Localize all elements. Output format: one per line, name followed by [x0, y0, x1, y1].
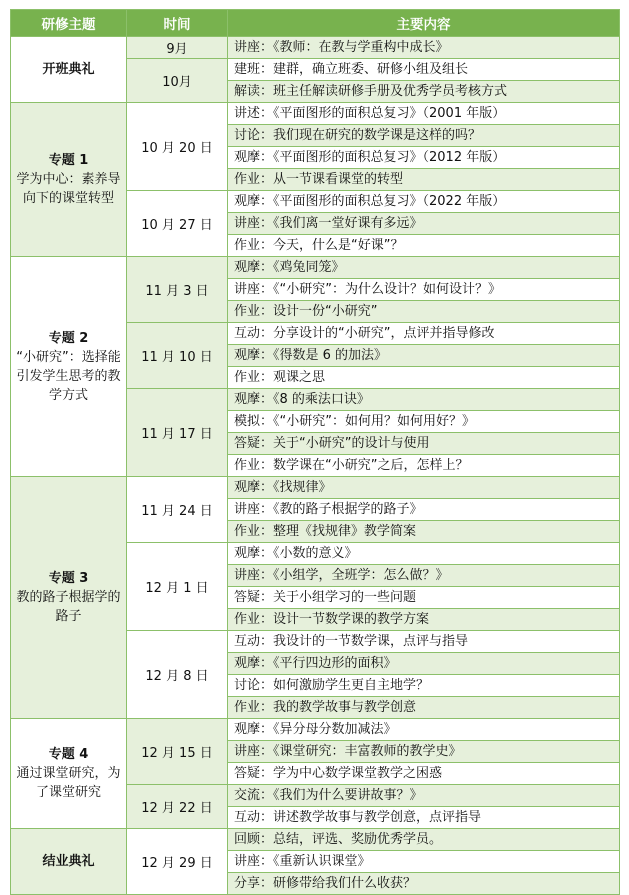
- content-item: 观摩：《得数是 6 的加法》: [228, 345, 620, 367]
- content-item: 建班：建群，确立班委、研修小组及组长: [228, 59, 620, 81]
- content-item: 作业：从一节课看课堂的转型: [228, 169, 620, 191]
- topic-cell: [11, 719, 127, 829]
- table-row: [11, 477, 620, 499]
- content-item: 讲座：《教的路子根据学的路子》: [228, 499, 620, 521]
- content-item: 讲座：《课堂研究：丰富教师的教学史》: [228, 741, 620, 763]
- table-row: [11, 719, 620, 741]
- session-time: 11 月 17 日: [127, 389, 228, 477]
- topic-title: 专题 3: [48, 571, 89, 586]
- content-item: 作业：今天，什么是“好课”？: [228, 235, 620, 257]
- topic-cell: [11, 257, 127, 477]
- content-item: 讲座：《重新认识课堂》: [228, 851, 620, 873]
- content-item: 讨论：我们现在研究的数学课是这样的吗？: [228, 125, 620, 147]
- table-row: [11, 829, 620, 851]
- session-time: 12 月 15 日: [127, 719, 228, 785]
- content-item: 观摩：《平面图形的面积总复习》（2012 年版）: [228, 147, 620, 169]
- content-item: 观摩：《平行四边形的面积》: [228, 653, 620, 675]
- topic-title: 开班典礼: [42, 62, 95, 77]
- session-time: 10 月 20 日: [127, 103, 228, 191]
- content-item: 作业：数学课在“小研究”之后，怎样上？: [228, 455, 620, 477]
- topic-title: 专题 1: [48, 153, 89, 168]
- topic-subtitle: 教的路子根据学的路子: [16, 590, 121, 624]
- header-content: 主要内容: [228, 10, 620, 37]
- topic-subtitle: 学为中心：素养导向下的课堂转型: [16, 172, 121, 206]
- content-item: 观摩：《异分母分数加减法》: [228, 719, 620, 741]
- content-item: 答疑：学为中心数学课堂教学之困惑: [228, 763, 620, 785]
- content-item: 观摩：《平面图形的面积总复习》（2022 年版）: [228, 191, 620, 213]
- session-time: 12 月 1 日: [127, 543, 228, 631]
- content-item: 解读：班主任解读研修手册及优秀学员考核方式: [228, 81, 620, 103]
- schedule-body: [11, 37, 620, 895]
- topic-cell: [11, 37, 127, 103]
- topic-cell: [11, 829, 127, 895]
- content-item: 互动：讲述教学故事与教学创意，点评指导: [228, 807, 620, 829]
- content-item: 作业：设计一节数学课的教学方案: [228, 609, 620, 631]
- content-item: 观摩：《8 的乘法口诀》: [228, 389, 620, 411]
- content-item: 作业：整理《找规律》教学简案: [228, 521, 620, 543]
- content-item: 观摩：《小数的意义》: [228, 543, 620, 565]
- content-item: 讲座：《“小研究”：为什么设计？如何设计？》: [228, 279, 620, 301]
- content-item: 观摩：《找规律》: [228, 477, 620, 499]
- content-item: 交流：《我们为什么要讲故事？》: [228, 785, 620, 807]
- header-row: [11, 10, 620, 37]
- session-time: 12 月 22 日: [127, 785, 228, 829]
- content-item: 作业：观课之思: [228, 367, 620, 389]
- header-time: 时间: [127, 10, 228, 37]
- session-time: 11 月 24 日: [127, 477, 228, 543]
- content-item: 模拟：《“小研究”：如何用？如何用好？》: [228, 411, 620, 433]
- content-item: 答疑：关于小组学习的一些问题: [228, 587, 620, 609]
- content-item: 讨论：如何激励学生更自主地学？: [228, 675, 620, 697]
- content-item: 讲座：《小组学，全班学：怎么做？》: [228, 565, 620, 587]
- content-item: 互动：我设计的一节数学课，点评与指导: [228, 631, 620, 653]
- content-item: 回顾：总结，评选、奖励优秀学员。: [228, 829, 620, 851]
- session-time: 11 月 3 日: [127, 257, 228, 323]
- topic-subtitle: 通过课堂研究，为了课堂研究: [16, 766, 121, 800]
- content-item: 讲述：《平面图形的面积总复习》（2001 年版）: [228, 103, 620, 125]
- topic-title: 专题 2: [48, 330, 89, 346]
- topic-cell: [11, 477, 127, 719]
- session-time: 12 月 8 日: [127, 631, 228, 719]
- topic-title: 专题 4: [48, 747, 89, 762]
- content-item: 作业：我的教学故事与教学创意: [228, 697, 620, 719]
- training-schedule-table: [10, 9, 620, 895]
- topic-cell: [11, 103, 127, 257]
- session-time: 9月: [127, 37, 228, 59]
- table-row: [11, 37, 620, 59]
- session-time: 10月: [127, 59, 228, 103]
- content-item: 分享：研修带给我们什么收获？: [228, 873, 620, 895]
- topic-title: 结业典礼: [42, 854, 95, 869]
- content-item: 答疑：关于“小研究”的设计与使用: [228, 433, 620, 455]
- header-topic: 研修主题: [11, 10, 127, 37]
- topic-subtitle: “小研究”：选择能引发学生思考的教学方式: [16, 349, 121, 403]
- content-item: 讲座：《教师：在教与学重构中成长》: [228, 37, 620, 59]
- content-item: 观摩：《鸡兔同笼》: [228, 257, 620, 279]
- content-item: 作业：设计一份“小研究”: [228, 301, 620, 323]
- session-time: 11 月 10 日: [127, 323, 228, 389]
- session-time: 10 月 27 日: [127, 191, 228, 257]
- session-time: 12 月 29 日: [127, 829, 228, 895]
- content-item: 互动：分享设计的“小研究”，点评并指导修改: [228, 323, 620, 345]
- content-item: 讲座：《我们离一堂好课有多远》: [228, 213, 620, 235]
- table-row: [11, 257, 620, 279]
- table-row: [11, 103, 620, 125]
